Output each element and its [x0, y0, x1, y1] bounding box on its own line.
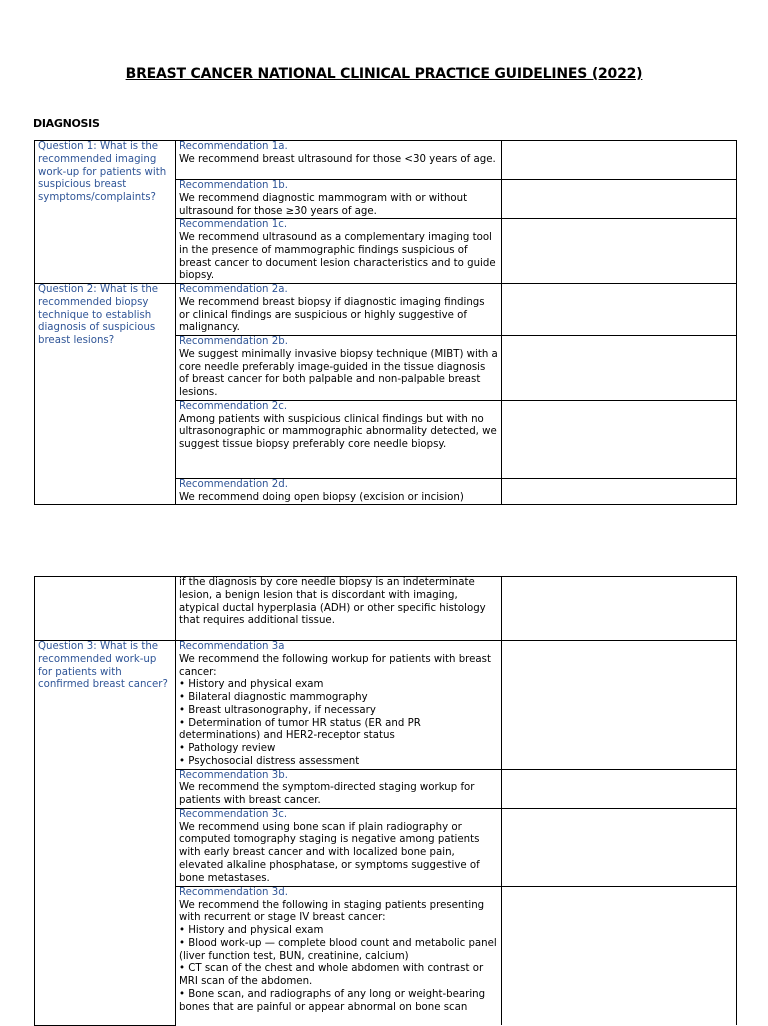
- section-heading: DIAGNOSIS: [33, 117, 100, 130]
- empty-cell: [502, 808, 737, 886]
- empty-cell: [502, 336, 737, 401]
- question-1-cell: Question 1: What is the recommended imaging work-up for patients with suspicious breast symptoms/complaints?: [35, 141, 176, 284]
- empty-cell: [502, 141, 737, 180]
- document-title: BREAST CANCER NATIONAL CLINICAL PRACTICE GUIDELINES (2022): [125, 66, 643, 82]
- recommendation-3c-cell: [176, 808, 502, 886]
- recommendation-3b-text: We recommend the symptom-directed staging workup for patients with breast cancer.: [179, 782, 475, 806]
- recommendation-3d-text: We recommend the following in staging patients presenting with recurrent or stage IV breast cancer: • History and physical exam • Blood work-up — complete blood count and metabolic panel (liver function test, BUN, creatinine, calcium) • CT scan of the chest and whole abdomen with contrast or MRI scan of the abdomen. • Bone scan, and radiographs of any long or weight-bearing bones that are painful or appear abnormal on bone scan: [179, 899, 497, 1013]
- recommendation-2a-cell: [176, 284, 502, 336]
- recommendation-2c-title: Recommendation 2c.: [179, 400, 288, 412]
- empty-cell: [502, 284, 737, 336]
- recommendation-1c-text: We recommend ultrasound as a complementary imaging tool in the presence of mammographic findings suspicious of breast cancer to document lesion characteristics and to guide biopsy.: [179, 232, 496, 282]
- recommendation-1b-text: We recommend diagnostic mammogram with or without ultrasound for those ≥30 years of age.: [179, 192, 468, 217]
- recommendation-3a-title: Recommendation 3a: [179, 641, 285, 652]
- empty-cell: [502, 180, 737, 219]
- recommendation-2c-text: Among patients with suspicious clinical findings but with no ultrasonographic or mammographic abnormality detected, we suggest tissue biopsy preferably core needle biopsy.: [179, 413, 497, 450]
- recommendation-2b-title: Recommendation 2b.: [179, 336, 288, 347]
- recommendation-3c-text: We recommend using bone scan if plain radiography or computed tomography staging is negative among patients with early breast cancer and with localized bone pain, elevated alkaline phosphatase, or symptoms suggestive of bone metastases.: [179, 821, 480, 884]
- recommendation-2d-text: We recommend doing open biopsy (excision or incision): [179, 491, 464, 503]
- recommendation-1b-cell: [176, 180, 502, 219]
- empty-cell: [502, 478, 737, 505]
- recommendation-3b-title: Recommendation 3b.: [179, 769, 288, 781]
- recommendation-1a-title: Recommendation 1a.: [179, 141, 288, 152]
- recommendation-1b-title: Recommendation 1b.: [179, 180, 288, 191]
- recommendation-3c-title: Recommendation 3c.: [179, 808, 288, 820]
- recommendation-2c-cell: [176, 400, 502, 478]
- recommendation-3b-cell: [176, 769, 502, 808]
- recommendation-1c-cell: [176, 219, 502, 284]
- empty-cell: [502, 577, 737, 641]
- recommendation-3a-cell: [176, 641, 502, 770]
- recommendation-2a-text: We recommend breast biopsy if diagnostic imaging findings or clinical findings are suspicious or highly suggestive of malignancy.: [179, 296, 485, 334]
- recommendation-2b-cell: [176, 336, 502, 401]
- recommendation-2d-continued-text: if the diagnosis by core needle biopsy is an indeterminate lesion, a benign lesion that is discordant with imaging, atypical ductal hyperplasia (ADH) or other specific histology that requires additional tissue.: [179, 577, 486, 627]
- recommendation-1a-text: We recommend breast ultrasound for those <30 years of age.: [179, 153, 496, 165]
- recommendation-2d-cell: [176, 478, 502, 505]
- recommendation-2d-continued-cell: [176, 577, 502, 641]
- empty-cell: [35, 577, 176, 641]
- recommendation-2b-text: We suggest minimally invasive biopsy technique (MIBT) with a core needle preferably image-guided in the tissue diagnosis of breast cancer for both palpable and non-palpable breast lesions.: [179, 348, 498, 398]
- empty-cell: [502, 886, 737, 1025]
- empty-cell: [502, 641, 737, 770]
- empty-cell: [502, 400, 737, 478]
- empty-cell: [502, 769, 737, 808]
- question-2-cell: Question 2: What is the recommended biopsy technique to establish diagnosis of suspicious breast lesions?: [35, 284, 176, 505]
- guidelines-table-page-2: [34, 576, 737, 1026]
- recommendation-3d-cell: [176, 886, 502, 1025]
- recommendation-1a-cell: [176, 141, 502, 180]
- recommendation-3a-text: We recommend the following workup for patients with breast cancer: • History and physical exam • Bilateral diagnostic mammography • Breast ultrasonography, if necessary • Determination of tumor HR status (ER and PR determinations) and HER2-receptor status • Pathology review • Psychosocial distress assessment: [179, 653, 491, 767]
- empty-cell: [502, 219, 737, 284]
- recommendation-2d-title: Recommendation 2d.: [179, 478, 288, 490]
- question-3-cell: Question 3: What is the recommended work-up for patients with confirmed breast cancer?: [35, 641, 176, 1026]
- recommendation-3d-title: Recommendation 3d.: [179, 886, 288, 898]
- recommendation-2a-title: Recommendation 2a.: [179, 284, 288, 295]
- guidelines-table-page-1: [34, 140, 737, 505]
- recommendation-1c-title: Recommendation 1c.: [179, 219, 288, 231]
